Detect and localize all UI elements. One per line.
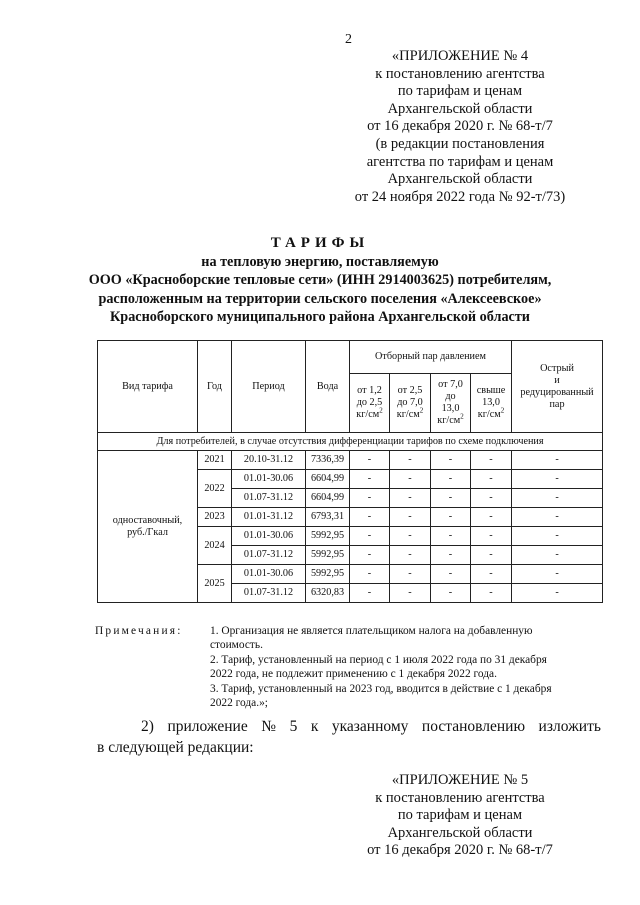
- dash-cell: -: [390, 584, 431, 603]
- appendix-header-line: к постановлению агентства: [375, 65, 545, 82]
- tariff-type-line: руб./Гкал: [127, 526, 168, 538]
- header-sharp-steam: [512, 341, 603, 433]
- dash-cell: -: [350, 584, 390, 603]
- dash-cell: -: [471, 527, 512, 546]
- dash-cell: -: [390, 565, 431, 584]
- year-cell: 2022: [198, 470, 232, 508]
- table-subheader: Для потребителей, в случае отсутствия дифференциации тарифов по схеме подключения: [98, 433, 603, 451]
- header-unit: $кг/см^2$: [477, 406, 505, 420]
- paragraph-word: 5: [289, 718, 298, 735]
- header-line: от 1,2: [357, 385, 382, 396]
- water-cell: 6320,83: [306, 584, 350, 603]
- appendix-header-line: «ПРИЛОЖЕНИЕ № 5: [391, 772, 529, 788]
- dash-cell: -: [512, 584, 603, 603]
- dash-cell: -: [431, 508, 471, 527]
- dash-cell: -: [431, 489, 471, 508]
- appendix-header-line: от 24 ноября 2022 года № 92-т/73): [354, 188, 566, 205]
- table-row: [98, 451, 603, 470]
- dash-cell: -: [390, 489, 431, 508]
- note-line: 2. Тариф, установленный на период с 1 июля 2022 года по 31 декабря: [210, 653, 547, 666]
- dash-cell: -: [512, 489, 603, 508]
- year-cell: 2021: [198, 451, 232, 470]
- paragraph-word: №: [261, 718, 277, 735]
- period-cell: 01.07-31.12: [232, 584, 306, 603]
- note-line: 1. Организация не является плательщиком налога на добавленную: [210, 625, 533, 637]
- header-steam-3: [431, 374, 471, 433]
- paragraph-word: постановлению: [421, 718, 526, 735]
- dash-cell: -: [471, 546, 512, 565]
- period-cell: 01.01-30.06: [232, 527, 306, 546]
- appendix-header-line: агентства по тарифам и ценам: [366, 153, 554, 170]
- year-cell: 2023: [198, 508, 232, 527]
- header-sharp-steam-line: Острый: [540, 362, 574, 374]
- period-cell: 01.01-30.06: [232, 565, 306, 584]
- paragraph-word: указанному: [331, 718, 409, 735]
- header-line: 13,0: [482, 397, 500, 408]
- dash-cell: -: [512, 546, 603, 565]
- header-line: от 2,5: [397, 385, 423, 396]
- appendix-header-line: от 16 декабря 2020 г. № 68-т/7: [367, 842, 553, 859]
- period-cell: 01.07-31.12: [232, 546, 306, 565]
- dash-cell: -: [390, 451, 431, 470]
- header-steam-4: [471, 374, 512, 433]
- dash-cell: -: [471, 470, 512, 489]
- paragraph-line: в следующей редакции:: [97, 739, 254, 756]
- dash-cell: -: [512, 565, 603, 584]
- dash-cell: -: [350, 508, 390, 527]
- paragraph-word: 2): [141, 718, 154, 735]
- note-line: 3. Тариф, установленный на 2023 год, вводится в действие с 1 декабря: [210, 682, 552, 695]
- water-cell: 6793,31: [306, 508, 350, 527]
- title-line: Красноборского муниципального района Архангельской области: [110, 309, 530, 325]
- header-line: до: [445, 391, 456, 402]
- title-line: расположенным на территории сельского поселения «Алексеевское»: [98, 290, 542, 307]
- appendix-header: [330, 48, 590, 206]
- water-cell: 7336,39: [306, 451, 350, 470]
- header-line: до 2,5: [356, 397, 383, 408]
- notes-section: [95, 624, 600, 710]
- page-number: 2: [345, 32, 352, 47]
- dash-cell: -: [431, 546, 471, 565]
- appendix-header-line: по тарифам и ценам: [397, 807, 523, 824]
- dash-cell: -: [512, 527, 603, 546]
- dash-cell: -: [350, 470, 390, 489]
- period-cell: 01.01-30.06: [232, 470, 306, 489]
- appendix-header-line: Архангельской области: [387, 824, 533, 841]
- header-unit: $кг/см^2$: [396, 406, 424, 420]
- header-line: 13,0: [441, 403, 460, 414]
- dash-cell: -: [471, 584, 512, 603]
- dash-cell: -: [471, 451, 512, 470]
- appendix-header-line: к постановлению агентства: [375, 789, 545, 806]
- note-line: 2022 года.»;: [210, 697, 268, 710]
- header-steam-1: [350, 374, 390, 433]
- water-cell: 6604,99: [306, 489, 350, 508]
- dash-cell: -: [512, 508, 603, 527]
- dash-cell: -: [390, 527, 431, 546]
- appendix-header-line: Архангельской области: [387, 100, 533, 117]
- dash-cell: -: [471, 565, 512, 584]
- note-line: стоимость.: [210, 639, 263, 652]
- dash-cell: -: [431, 565, 471, 584]
- tariff-type-cell: [98, 451, 198, 603]
- notes-label: Примечания:: [95, 625, 183, 637]
- appendix-header-line: «ПРИЛОЖЕНИЕ № 4: [391, 48, 529, 64]
- header-sharp-steam-line: пар: [549, 398, 565, 410]
- water-cell: 6604,99: [306, 470, 350, 489]
- dash-cell: -: [350, 527, 390, 546]
- dash-cell: -: [431, 470, 471, 489]
- dash-cell: -: [350, 451, 390, 470]
- period-cell: 20.10-31.12: [232, 451, 306, 470]
- header-sharp-steam-line: редуцированный: [520, 386, 594, 398]
- water-cell: 5992,95: [306, 546, 350, 565]
- document-title: [25, 234, 615, 327]
- dash-cell: -: [390, 508, 431, 527]
- water-cell: 5992,95: [306, 565, 350, 584]
- header-unit: $кг/см^2$: [437, 412, 464, 426]
- amendment-paragraph: [97, 716, 601, 758]
- header-unit: $кг/см^2$: [356, 406, 383, 420]
- appendix-header-2: [330, 772, 590, 860]
- appendix-header-line: от 16 декабря 2020 г. № 68-т/7: [367, 118, 553, 135]
- paragraph-word: приложение: [167, 718, 248, 735]
- dash-cell: -: [512, 451, 603, 470]
- dash-cell: -: [512, 470, 603, 489]
- header-steam-group: Отборный пар давлением: [350, 341, 512, 374]
- dash-cell: -: [431, 584, 471, 603]
- water-cell: 5992,95: [306, 527, 350, 546]
- title-line: на тепловую энергию, поставляемую: [201, 253, 439, 270]
- dash-cell: -: [350, 546, 390, 565]
- appendix-header-line: Архангельской области: [387, 171, 533, 188]
- header-line: от 7,0: [438, 379, 463, 390]
- tariff-table: [97, 340, 603, 603]
- header-year: Год: [198, 341, 232, 433]
- title-line: ООО «Красноборские тепловые сети» (ИНН 2914003625) потребителям,: [88, 272, 552, 288]
- header-line: свыше: [476, 385, 506, 396]
- header-period: Период: [232, 341, 306, 433]
- dash-cell: -: [390, 470, 431, 489]
- title-line: ТАРИФЫ: [270, 235, 370, 251]
- year-cell: 2025: [198, 565, 232, 603]
- dash-cell: -: [471, 508, 512, 527]
- period-cell: 01.07-31.12: [232, 489, 306, 508]
- dash-cell: -: [431, 451, 471, 470]
- header-tariff-type: Вид тарифа: [98, 341, 198, 433]
- header-water: Вода: [306, 341, 350, 433]
- dash-cell: -: [471, 489, 512, 508]
- header-line: до 7,0: [397, 397, 423, 408]
- dash-cell: -: [350, 489, 390, 508]
- year-cell: 2024: [198, 527, 232, 565]
- dash-cell: -: [431, 527, 471, 546]
- dash-cell: -: [350, 565, 390, 584]
- appendix-header-line: (в редакции постановления: [375, 135, 545, 152]
- paragraph-word: изложить: [538, 718, 601, 735]
- period-cell: 01.01-31.12: [232, 508, 306, 527]
- header-steam-2: [390, 374, 431, 433]
- header-sharp-steam-line: и: [554, 374, 560, 386]
- paragraph-word: к: [310, 718, 319, 735]
- appendix-header-line: по тарифам и ценам: [397, 83, 523, 100]
- dash-cell: -: [390, 546, 431, 565]
- note-line: 2022 года, не подлежит применению с 1 декабря 2022 года.: [210, 668, 497, 681]
- tariff-type-line: одноставочный,: [112, 514, 183, 526]
